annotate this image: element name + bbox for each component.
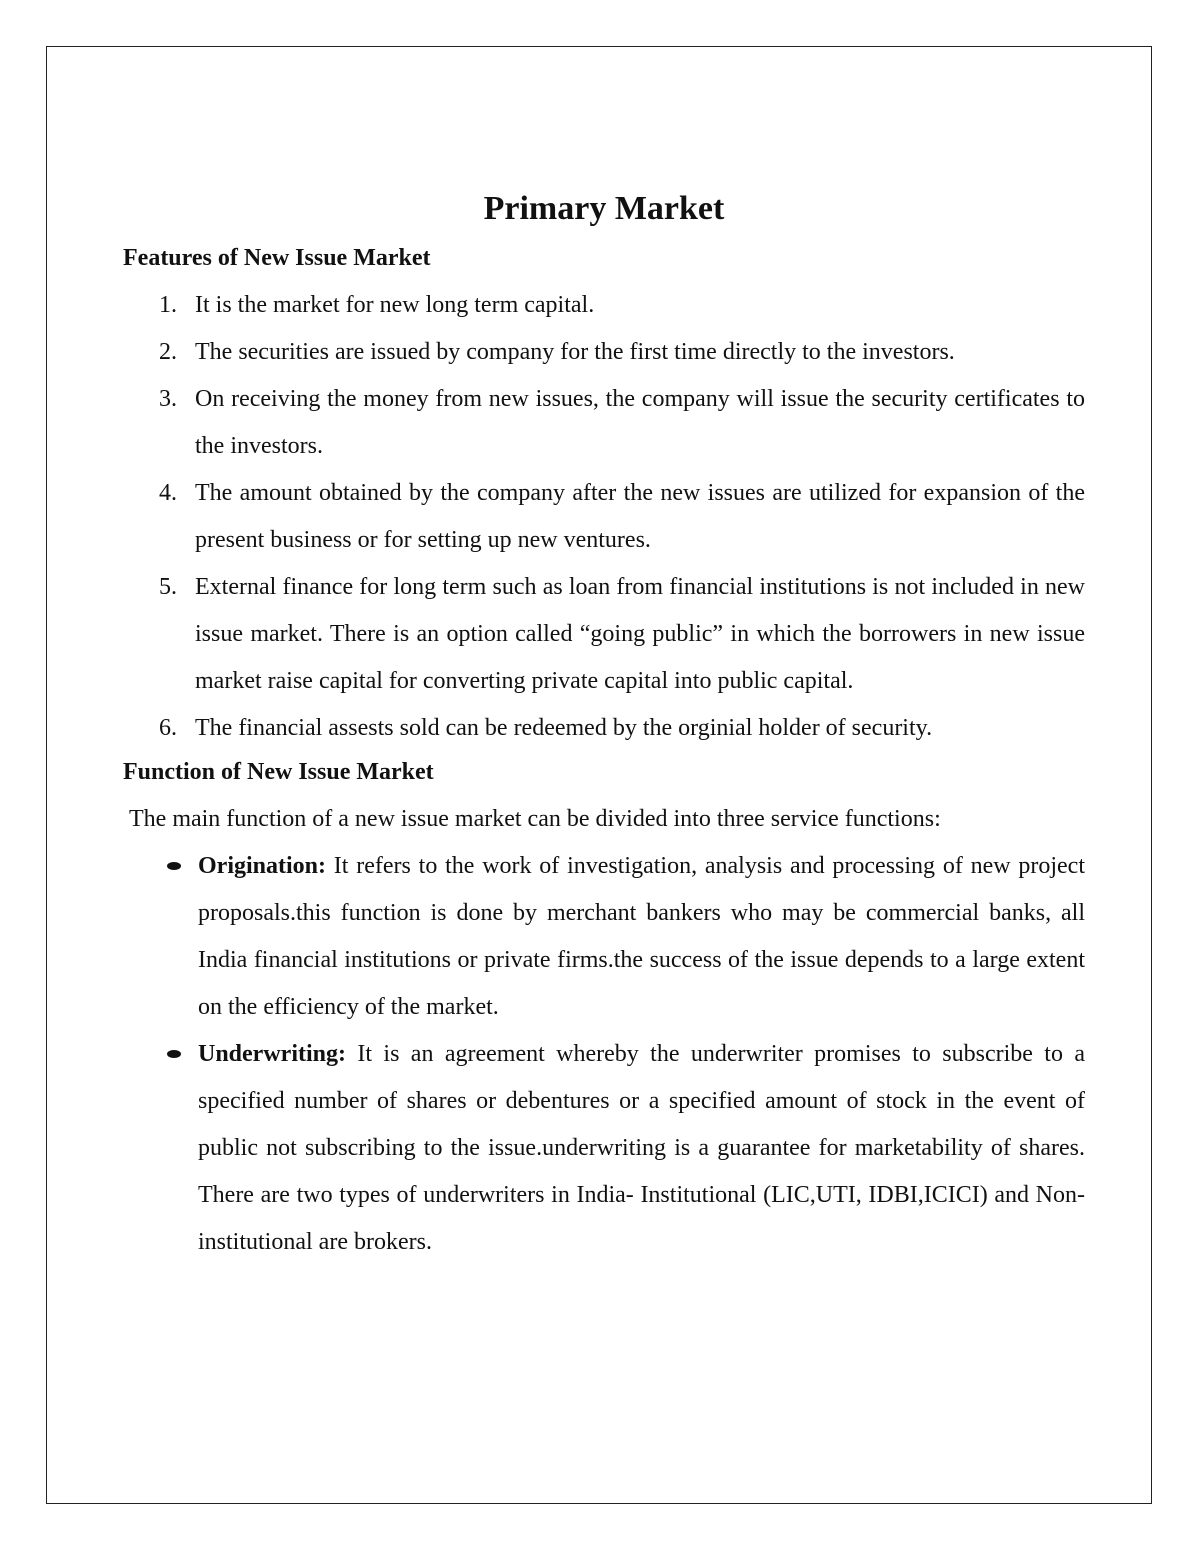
document-body <box>123 186 1085 1266</box>
bullet-icon <box>167 1050 181 1058</box>
list-item-term: Origination: <box>198 853 327 879</box>
list-item <box>123 843 1085 1031</box>
list-item-number: 5. <box>159 574 177 600</box>
list-item-text: It is the market for new long term capital. <box>195 292 595 318</box>
list-item-text: It refers to the work of investigation, analysis and processing of new project proposals.this function is done by merchant bankers who may be commercial banks, all India financial institutions or private firms.the success of the issue depends to a large extent on the efficiency of the market. <box>198 853 1085 1020</box>
features-list <box>123 282 1085 752</box>
functions-intro: The main function of a new issue market can be divided into three service functions: <box>129 806 941 832</box>
list-item-number: 2. <box>159 339 177 365</box>
features-heading: Features of New Issue Market <box>123 245 431 271</box>
page-title: Primary Market <box>483 190 725 227</box>
list-item-number: 1. <box>159 292 177 318</box>
list-item <box>123 329 1085 376</box>
list-item-text: The financial assests sold can be redeemed by the orginial holder of security. <box>195 715 933 741</box>
list-item <box>123 470 1085 564</box>
functions-heading: Function of New Issue Market <box>123 759 434 785</box>
list-item-text: External finance for long term such as loan from financial institutions is not included in new issue market. There is an option called “going public” in which the borrowers in new issue market raise capital for converting private capital into public capital. <box>195 574 1085 694</box>
functions-list <box>123 843 1085 1266</box>
list-item-number: 3. <box>159 386 177 412</box>
list-item <box>123 564 1085 705</box>
list-item <box>123 376 1085 470</box>
list-item-text: It is an agreement whereby the underwriter promises to subscribe to a specified number of shares or debentures or a specified amount of stock in the event of public not subscribing to the issue.underwriting is a guarantee for marketability of shares. There are two types of underwriters in India- Institutional (LIC,UTI, IDBI,ICICI) and Non- institutional are brokers. <box>198 1041 1085 1255</box>
list-item-term: Underwriting: <box>198 1041 346 1067</box>
bullet-icon <box>167 862 181 870</box>
list-item <box>123 282 1085 329</box>
list-item <box>123 1031 1085 1266</box>
list-item <box>123 705 1085 752</box>
list-item-text: The securities are issued by company for the first time directly to the investors. <box>195 339 955 365</box>
list-item-text: On receiving the money from new issues, the company will issue the security certificates to the investors. <box>195 386 1085 459</box>
list-item-number: 6. <box>159 715 177 741</box>
list-item-text: The amount obtained by the company after the new issues are utilized for expansion of the present business or for setting up new ventures. <box>195 480 1085 553</box>
list-item-number: 4. <box>159 480 177 506</box>
